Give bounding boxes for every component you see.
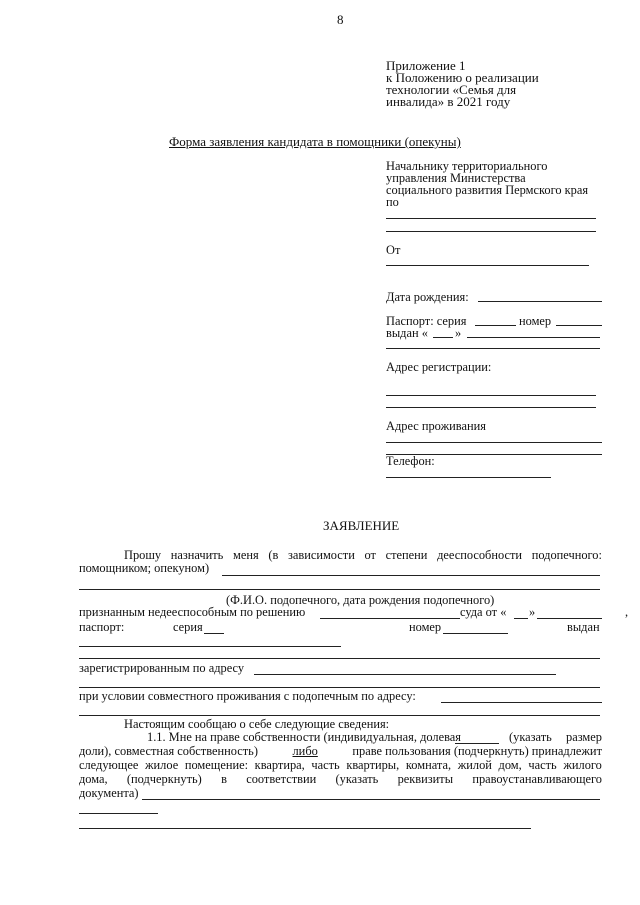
request-line-1-text (124, 548, 602, 562)
p11-line-2-or: либо (292, 744, 318, 758)
p11-line-5: документа) (79, 786, 139, 800)
addressee-line-2: управления Министерства (386, 171, 526, 185)
word: соответствии (246, 772, 317, 786)
p11-line-4 (79, 772, 602, 786)
word: подопечного: (531, 548, 602, 562)
passport-series-blank[interactable] (475, 325, 516, 326)
word: меня (232, 548, 259, 562)
reg-address-blank-1[interactable] (386, 395, 596, 396)
word: реквизиты (397, 772, 454, 786)
number-blank[interactable] (443, 633, 508, 634)
word: назначить (170, 548, 224, 562)
court-day-blank[interactable] (514, 618, 528, 619)
live-address-label: Адрес проживания (386, 419, 486, 433)
request-line-1 (124, 548, 602, 562)
court-date-blank[interactable] (537, 618, 602, 619)
word: жилое (144, 758, 179, 772)
issued-by-blank[interactable] (467, 337, 600, 338)
fio-caption: (Ф.И.О. подопечного, дата рождения подопечного) (226, 593, 495, 607)
addressee-blank-2[interactable] (386, 231, 596, 232)
word: квартира, (254, 758, 305, 772)
word: от (364, 548, 376, 562)
word: жилого (563, 758, 602, 772)
document-blank-3[interactable] (79, 828, 531, 829)
p11-line-2 (79, 744, 602, 758)
word: (указать (335, 772, 379, 786)
from-blank[interactable] (386, 265, 589, 266)
word: степени (385, 548, 428, 562)
p11-line-1a: 1.1. Мне на праве собственности (индивидуальная, долевая (147, 730, 461, 744)
inform-line: Настоящим сообщаю о себе следующие сведения: (124, 717, 390, 731)
word: дома, (79, 772, 108, 786)
cohabit-address-blank[interactable] (441, 702, 602, 703)
request-blank[interactable] (222, 575, 600, 576)
word: дееспособности (437, 548, 523, 562)
from-label: От (386, 243, 401, 257)
word: правоустанавливающего (472, 772, 602, 786)
page-number: 8 (337, 12, 344, 27)
issued-day-blank[interactable] (433, 337, 453, 338)
addressee-line-3: социального развития Пермского края (386, 183, 589, 197)
court-close-quote: » (529, 605, 536, 619)
body-blank-1[interactable] (79, 658, 600, 659)
document-blank-2[interactable] (79, 813, 158, 814)
registered-label: зарегистрированным по адресу (79, 661, 245, 675)
p11-line-2a: доли), совместная собственность) (79, 744, 258, 758)
appendix-line-2: к Положению о реализации (386, 70, 539, 85)
court-label: суда от « (460, 605, 507, 619)
body-blank-3[interactable] (79, 715, 600, 716)
addressee-line-1: Начальнику территориального (386, 159, 548, 173)
court-name-blank[interactable] (320, 618, 460, 619)
request-line-2: помощником; опекуном) (79, 561, 210, 575)
word: жилой (457, 758, 492, 772)
addressee-line-4: по (386, 195, 399, 209)
reg-address-label: Адрес регистрации: (386, 360, 492, 374)
passport-number-label: номер (519, 314, 552, 328)
passport-number-blank[interactable] (556, 325, 602, 326)
word: (подчеркнуть) (126, 772, 202, 786)
passport-series-label: Паспорт: серия (386, 314, 467, 328)
reg-address-blank-2[interactable] (386, 407, 596, 408)
word: (в (268, 548, 279, 562)
ward-fio-blank[interactable] (79, 589, 600, 590)
appendix-line-4: инвалида» в 2021 году (386, 94, 511, 109)
word: Прошу (124, 548, 162, 562)
issued-by-blank-2[interactable] (386, 348, 600, 349)
appendix-line-1: Приложение 1 (386, 58, 466, 73)
birth-date-blank[interactable] (478, 301, 602, 302)
phone-blank[interactable] (386, 477, 551, 478)
word: зависимости (287, 548, 355, 562)
word: часть (311, 758, 340, 772)
word: часть (528, 758, 557, 772)
p11-line-3 (79, 758, 602, 772)
word: квартиры, (346, 758, 400, 772)
p11-line-3-text (79, 758, 602, 772)
p11-line-4-text (79, 772, 602, 786)
word: дом, (498, 758, 522, 772)
document-blank-1[interactable] (142, 799, 600, 800)
word: комната, (405, 758, 452, 772)
phone-label: Телефон: (386, 454, 435, 468)
word: в (221, 772, 227, 786)
appendix-line-3: технологии «Семья для (386, 82, 517, 97)
body-blank-2[interactable] (79, 687, 600, 688)
incapable-label: признанным недееспособным по решению (79, 605, 306, 619)
addressee-blank-1[interactable] (386, 218, 596, 219)
series-label: серия (173, 620, 203, 634)
registered-address-blank[interactable] (254, 674, 556, 675)
issued-by-label: выдан (567, 620, 600, 634)
issued-by-blank[interactable] (79, 646, 341, 647)
p11-line-2b: праве пользования (подчеркнуть) принадлежит (352, 744, 602, 758)
court-comma: , (625, 605, 629, 619)
word: помещение: (184, 758, 249, 772)
form-title: Форма заявления кандидата в помощники (опекуны) (169, 134, 461, 149)
live-address-blank-1[interactable] (386, 442, 602, 443)
statement-title: ЗАЯВЛЕНИЕ (323, 518, 400, 533)
cohabit-label: при условии совместного проживания с подопечным по адресу: (79, 689, 416, 703)
number-label: номер (409, 620, 442, 634)
issued-close-quote: » (455, 326, 462, 340)
p11-line-1b: (указать (509, 730, 552, 744)
word: следующее (79, 758, 139, 772)
birth-date-label: Дата рождения: (386, 290, 469, 304)
issued-label: выдан « (386, 326, 428, 340)
p11-line-1c: размер (566, 730, 602, 744)
passport-label: паспорт: (79, 620, 125, 634)
series-blank[interactable] (204, 633, 224, 634)
